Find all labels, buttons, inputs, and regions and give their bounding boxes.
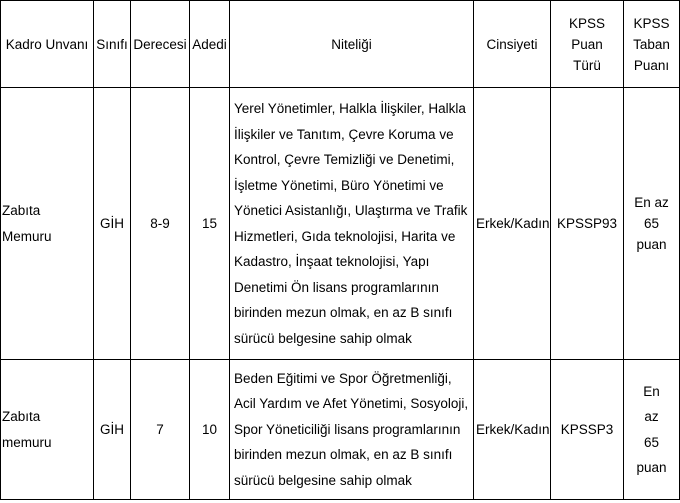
- cell-sinifi: GİH: [94, 88, 131, 360]
- cell-sinifi: GİH: [94, 360, 131, 500]
- header-adedi: Adedi: [190, 1, 230, 88]
- cell-kadro-unvani: Zabıta memuru: [1, 360, 94, 500]
- table-row: [1, 88, 680, 360]
- header-row: [1, 1, 680, 88]
- cell-derecesi: 7: [131, 360, 190, 500]
- cell-niteligi: Beden Eğitimi ve Spor Öğretmenliği, Acil Yardım ve Afet Yönetimi, Sosyoloji, Spor Yöneticiliği lisans programlarının birinden mezun olmak, en az B sınıfı sürücü belgesine sahip olmak: [230, 360, 474, 500]
- cell-adedi: 15: [190, 88, 230, 360]
- cell-cinsiyeti: Erkek/Kadın: [474, 88, 551, 360]
- header-cinsiyeti: Cinsiyeti: [474, 1, 551, 88]
- header-kpss-puan-turu: KPSS Puan Türü: [551, 1, 624, 88]
- cell-cinsiyeti: Erkek/Kadın: [474, 360, 551, 500]
- cell-adedi: 10: [190, 360, 230, 500]
- cell-kpss-taban-puani: En az 65 puan: [624, 88, 680, 360]
- header-niteligi: Niteliği: [230, 1, 474, 88]
- header-sinifi: Sınıfı: [94, 1, 131, 88]
- header-kadro-unvani: Kadro Unvanı: [1, 1, 94, 88]
- header-kpss-taban-puani: KPSS Taban Puanı: [624, 1, 680, 88]
- cell-niteligi: Yerel Yönetimler, Halkla İlişkiler, Halkla İlişkiler ve Tanıtım, Çevre Koruma ve Kontrol, Çevre Temizliği ve Denetimi, İşletme Yönetimi, Büro Yönetimi ve Yönetici Asistanlığı, Ulaştırma ve Trafik Hizmetleri, Gıda teknolojisi, Harita ve Kadastro, İnşaat teknolojisi, Yapı Denetimi Ön lisans programlarının birinden mezun olmak, en az B sınıfı sürücü belgesine sahip olmak: [230, 88, 474, 360]
- header-derecesi: Derecesi: [131, 1, 190, 88]
- cell-kpss-taban-puani: En az 65 puan: [624, 360, 680, 500]
- cell-derecesi: 8-9: [131, 88, 190, 360]
- cell-kpss-puan-turu: KPSSP3: [551, 360, 624, 500]
- cell-kpss-puan-turu: KPSSP93: [551, 88, 624, 360]
- cell-kadro-unvani: Zabıta Memuru: [1, 88, 94, 360]
- table-row: [1, 360, 680, 500]
